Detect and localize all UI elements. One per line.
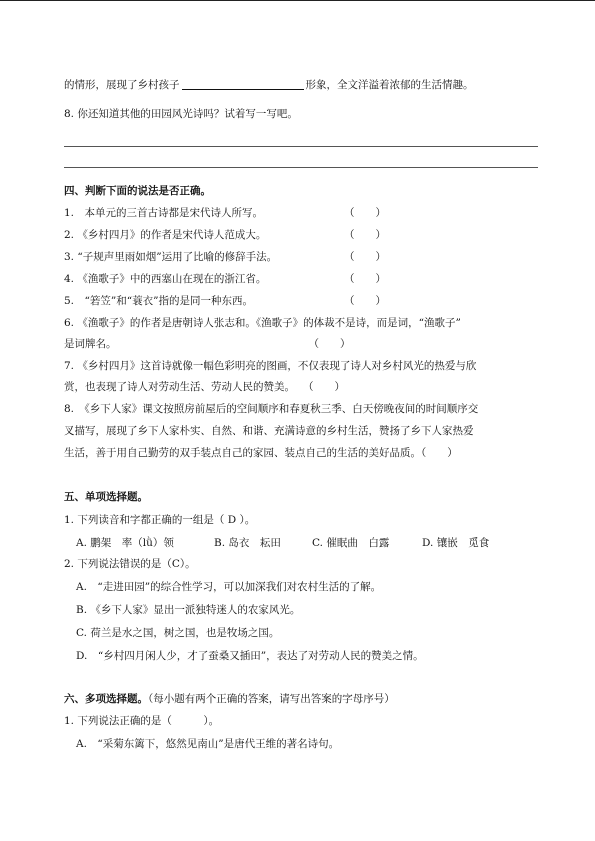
q1-option-b[interactable]: B. 岛衣 耘田 [214,537,281,549]
judge-item-5 [64,294,253,308]
q2-option-d[interactable]: D. “乡村四月闲人少，才了蚕桑又插田”，表达了对劳动人民的赞美之情。 [76,650,424,662]
multi-q1-option-a[interactable]: A. “采菊东篱下，悠然见南山”是唐代王维的著名诗句。 [76,738,340,750]
q1-option-c[interactable]: C. 催眠曲 白露 [312,537,390,549]
judge-item-6-line-1: 6. 《渔歌子》的作者是唐朝诗人张志和。《渔歌子》的体裁不是诗，而是词，“渔歌子” [64,317,461,329]
judge-answer-5[interactable]: （ ） [344,295,386,307]
continuation-line [64,78,474,92]
section-6-heading: 六、多项选择题。 [64,693,148,705]
judge-answer-3[interactable]: （ ） [344,251,386,263]
section-5-title: 五、单项选择题。 [64,491,148,503]
judge-item-6-line-2 [64,337,353,351]
judge-answer-6[interactable]: （ ） [308,338,351,350]
judge-item-1 [64,206,263,220]
judge-item-8-line-3: 生活，善于用自己勤劳的双手装点自己的家园、装点自己的生活的美好品质。（ ） [64,447,458,459]
section-4-title: 四、判断下面的说法是否正确。 [64,185,211,197]
writing-line-1[interactable] [64,146,538,147]
q2-option-c[interactable]: C. 荷兰是水之国，树之国，也是牧场之国。 [76,627,280,639]
cont-prefix: 的情形，展现了乡村孩子 [64,79,180,91]
judge-item-7-line-2 [64,380,347,394]
multi-choice-q1: 1. 下列说法正确的是（ ）。 [64,715,220,727]
judge-item-8-line-2: 叉描写，展现了乡下人家朴实、自然、和谐、充满诗意的乡村生活，赞扬了乡下人家热爱 [64,425,474,437]
judge-item-2 [64,228,266,242]
judge-item-7-line-1: 7. 《乡村四月》这首诗就像一幅色彩明亮的图画，不仅表现了诗人对乡村风光的热爱与欣 [64,360,477,372]
q2-option-b[interactable]: B. 《乡下人家》显出一派独特迷人的农家风光。 [76,604,301,616]
judge-text: 4. 《渔歌子》中的西塞山在现在的浙江省。 [64,273,267,285]
section-6-title [64,692,395,706]
judge-text: 2. 《乡村四月》的作者是宋代诗人范成大。 [64,229,267,241]
judge-item-3 [64,250,277,264]
judge-answer-4[interactable]: （ ） [344,273,386,285]
single-choice-q2: 2. 下列说法错误的是（C）。 [64,558,196,570]
cont-suffix: 形象，全文洋溢着浓郁的生活情趣。 [305,79,474,91]
top-border [0,0,595,1]
judge-answer-1[interactable]: （ ） [344,207,386,219]
single-choice-q1: 1. 下列读音和字都正确的一组是（ D ）。 [64,514,256,526]
judge-text: 1. 本单元的三首古诗都是宋代诗人所写。 [64,207,264,219]
judge-text: 是词牌名。 [64,338,117,350]
judge-text: 5. “箬笠”和“蓑衣”指的是同一种东西。 [64,295,253,307]
answer-blank[interactable] [182,78,304,90]
q2-option-a[interactable]: A. “走进田园”的综合性学习，可以加深我们对农村生活的了解。 [76,581,382,593]
judge-item-4 [64,272,266,286]
question-8: 8. 你还知道其他的田园风光诗吗？试着写一写吧。 [64,108,298,120]
section-6-note: （每小题有两个正确的答案，请写出答案的字母序号） [148,693,395,705]
judge-answer-7[interactable]: （ ） [303,381,345,393]
writing-line-2[interactable] [64,167,538,168]
judge-item-8-line-1: 8. 《乡下人家》课文按照房前屋后的空间顺序和春夏秋三季、白天傍晚夜间的时间顺序交 [64,403,479,415]
q1-option-a[interactable]: A. 鹏架 率（lǜ）领 [76,537,174,549]
judge-answer-2[interactable]: （ ） [344,229,386,241]
judge-text: 3. “子规声里雨如烟”运用了比喻的修辞手法。 [64,251,278,263]
judge-text: 赏，也表现了诗人对劳动生活、劳动人民的赞美。 [64,381,295,393]
q1-option-d[interactable]: D. 镶嵌 觅食 [422,537,490,549]
